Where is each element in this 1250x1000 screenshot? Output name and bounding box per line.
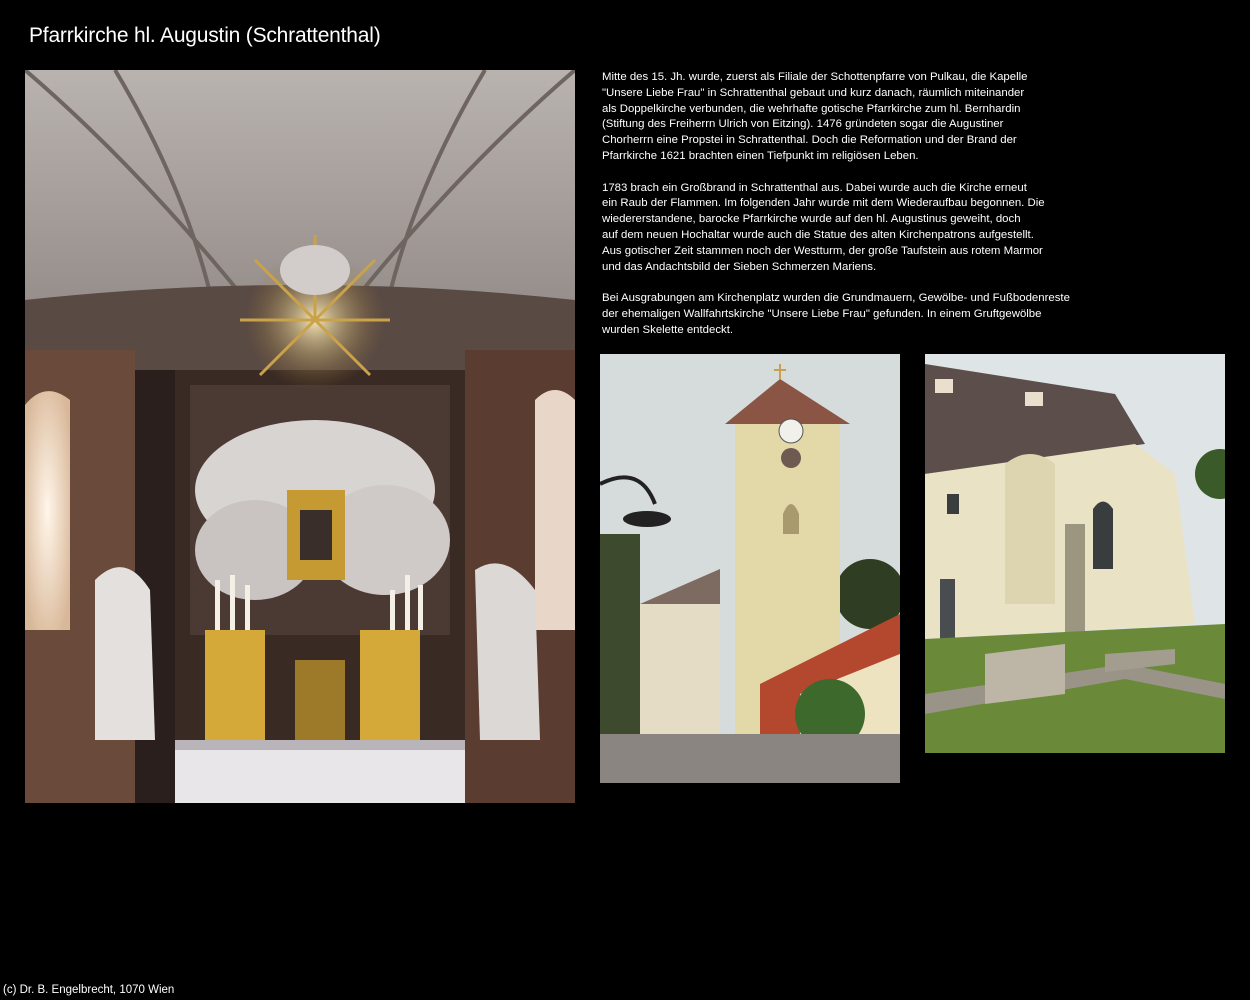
excavation-photo	[925, 354, 1225, 753]
altar-photo	[25, 70, 575, 803]
page-title: Pfarrkirche hl. Augustin (Schrattenthal)	[29, 24, 381, 47]
tower-photo	[600, 354, 900, 783]
description-paragraph-3: Bei Ausgrabungen am Kirchenplatz wurden die Grundmauern, Gewölbe- und Fußbodenreste der ehemaligen Wallfahrtskirche "Unsere Liebe Frau" gefunden. In einem Gruftgewölbe wurden Skelette entdeckt.	[602, 292, 1070, 336]
description-paragraph-1: Mitte des 15. Jh. wurde, zuerst als Filiale der Schottenpfarre von Pulkau, die Kapelle "Unsere Liebe Frau" in Schrattenthal gebaut und kurz danach, räumlich miteinander als Doppelkirche verbunden, die wehrhafte gotische Pfarrkirche zum hl. Bernhardin (Stiftung des Freiherrn Ulrich von Eitzing). 1476 gründeten sogar die Augustiner Chorherrn eine Propstei in Schrattenthal. Doch die Reformation und der Brand der Pfarrkirche 1621 brachten einen Tiefpunkt im religiösen Leben.	[602, 71, 1028, 162]
description-text	[602, 70, 1122, 354]
copyright-footer: (c) Dr. B. Engelbrecht, 1070 Wien	[3, 984, 175, 996]
description-paragraph-2: 1783 brach ein Großbrand in Schrattenthal aus. Dabei wurde auch die Kirche erneut ein Raub der Flammen. Im folgenden Jahr wurde mit dem Wiederaufbau begonnen. Die wiedererstandene, barocke Pfarrkirche wurde auf den hl. Augustinus geweiht, doch auf dem neuen Hochaltar wurde auch die Statue des alten Kirchenpatrons aufgestellt. Aus gotischer Zeit stammen noch der Westturm, der große Taufstein aus rotem Marmor und das Andachtsbild der Sieben Schmerzen Mariens.	[602, 181, 1045, 273]
